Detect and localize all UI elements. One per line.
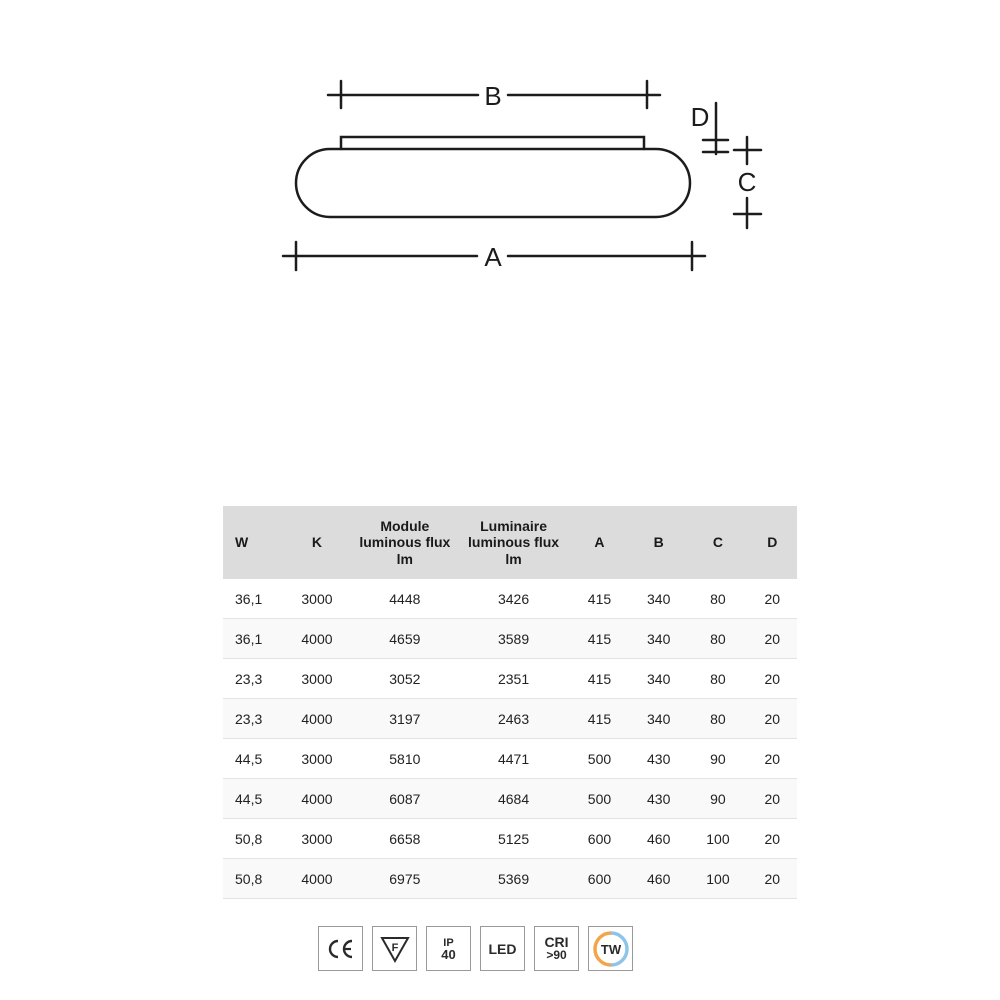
cell-a: 415 (570, 699, 629, 739)
cell-b: 340 (629, 659, 688, 699)
cell-w: 23,3 (223, 659, 282, 699)
cell-c: 100 (688, 819, 747, 859)
table-header-row (223, 506, 797, 579)
ip-label: IP (443, 936, 454, 949)
f-mark-label: F (391, 941, 398, 954)
cell-a: 415 (570, 619, 629, 659)
header-luminaire-flux: Luminaire luminous flux lm (457, 506, 570, 579)
cell-module-flux: 6658 (352, 819, 457, 859)
cell-b: 430 (629, 779, 688, 819)
cell-luminaire-flux: 3426 (457, 579, 570, 619)
header-w: W (223, 506, 282, 579)
cell-a: 415 (570, 659, 629, 699)
dim-label-d: D (690, 102, 710, 132)
table-row (223, 579, 797, 619)
header-a: A (570, 506, 629, 579)
cell-d: 20 (748, 699, 797, 739)
cri-label: CRI (544, 933, 569, 950)
table-row (223, 859, 797, 899)
cell-w: 23,3 (223, 699, 282, 739)
cell-w: 50,8 (223, 819, 282, 859)
cell-module-flux: 5810 (352, 739, 457, 779)
cell-k: 3000 (282, 819, 353, 859)
cell-w: 44,5 (223, 779, 282, 819)
dim-label-a: A (484, 242, 502, 272)
cell-a: 500 (570, 739, 629, 779)
cell-a: 500 (570, 779, 629, 819)
header-c: C (688, 506, 747, 579)
cell-b: 430 (629, 739, 688, 779)
cell-d: 20 (748, 779, 797, 819)
led-icon (480, 926, 525, 971)
header-d: D (748, 506, 797, 579)
cell-c: 90 (688, 739, 747, 779)
dim-label-c: C (737, 167, 757, 197)
tunable-white-icon (588, 926, 633, 971)
cell-k: 4000 (282, 859, 353, 899)
cell-module-flux: 4659 (352, 619, 457, 659)
table-body (223, 579, 797, 899)
cell-w: 44,5 (223, 739, 282, 779)
cell-d: 20 (748, 859, 797, 899)
dim-label-b: B (484, 81, 502, 111)
table-row (223, 779, 797, 819)
ip-rating-icon (426, 926, 471, 971)
cell-k: 4000 (282, 619, 353, 659)
cell-k: 4000 (282, 779, 353, 819)
cell-luminaire-flux: 2351 (457, 659, 570, 699)
cell-k: 4000 (282, 699, 353, 739)
cell-d: 20 (748, 579, 797, 619)
certification-row (318, 926, 633, 971)
table-row (223, 739, 797, 779)
cell-module-flux: 3197 (352, 699, 457, 739)
cell-b: 340 (629, 619, 688, 659)
led-label: LED (488, 940, 517, 957)
table-row (223, 659, 797, 699)
tw-label: TW (600, 941, 621, 957)
f-mark-icon (372, 926, 417, 971)
cell-w: 50,8 (223, 859, 282, 899)
cell-c: 90 (688, 779, 747, 819)
cell-w: 36,1 (223, 619, 282, 659)
cell-module-flux: 6975 (352, 859, 457, 899)
table-row (223, 819, 797, 859)
cell-b: 460 (629, 819, 688, 859)
header-module-flux: Module luminous flux lm (352, 506, 457, 579)
cell-w: 36,1 (223, 579, 282, 619)
cell-luminaire-flux: 4684 (457, 779, 570, 819)
table-row (223, 699, 797, 739)
cell-b: 460 (629, 859, 688, 899)
cell-luminaire-flux: 4471 (457, 739, 570, 779)
cell-module-flux: 3052 (352, 659, 457, 699)
cell-module-flux: 6087 (352, 779, 457, 819)
dimension-drawing (0, 0, 1000, 320)
cri-icon (534, 926, 579, 971)
cell-d: 20 (748, 739, 797, 779)
cell-c: 100 (688, 859, 747, 899)
ip-value: 40 (441, 946, 456, 962)
cell-a: 600 (570, 819, 629, 859)
cell-k: 3000 (282, 739, 353, 779)
table-row (223, 619, 797, 659)
header-b: B (629, 506, 688, 579)
cell-k: 3000 (282, 659, 353, 699)
cell-b: 340 (629, 699, 688, 739)
spec-table (223, 506, 797, 899)
cell-c: 80 (688, 619, 747, 659)
cell-d: 20 (748, 819, 797, 859)
cell-c: 80 (688, 579, 747, 619)
cell-luminaire-flux: 5125 (457, 819, 570, 859)
cell-module-flux: 4448 (352, 579, 457, 619)
cell-c: 80 (688, 659, 747, 699)
cell-c: 80 (688, 699, 747, 739)
cell-luminaire-flux: 5369 (457, 859, 570, 899)
cell-d: 20 (748, 619, 797, 659)
header-k: K (282, 506, 353, 579)
cell-a: 600 (570, 859, 629, 899)
ce-mark-icon (318, 926, 363, 971)
cri-value: >90 (546, 947, 567, 962)
cell-luminaire-flux: 2463 (457, 699, 570, 739)
cell-b: 340 (629, 579, 688, 619)
cell-k: 3000 (282, 579, 353, 619)
cell-luminaire-flux: 3589 (457, 619, 570, 659)
cell-a: 415 (570, 579, 629, 619)
cell-d: 20 (748, 659, 797, 699)
